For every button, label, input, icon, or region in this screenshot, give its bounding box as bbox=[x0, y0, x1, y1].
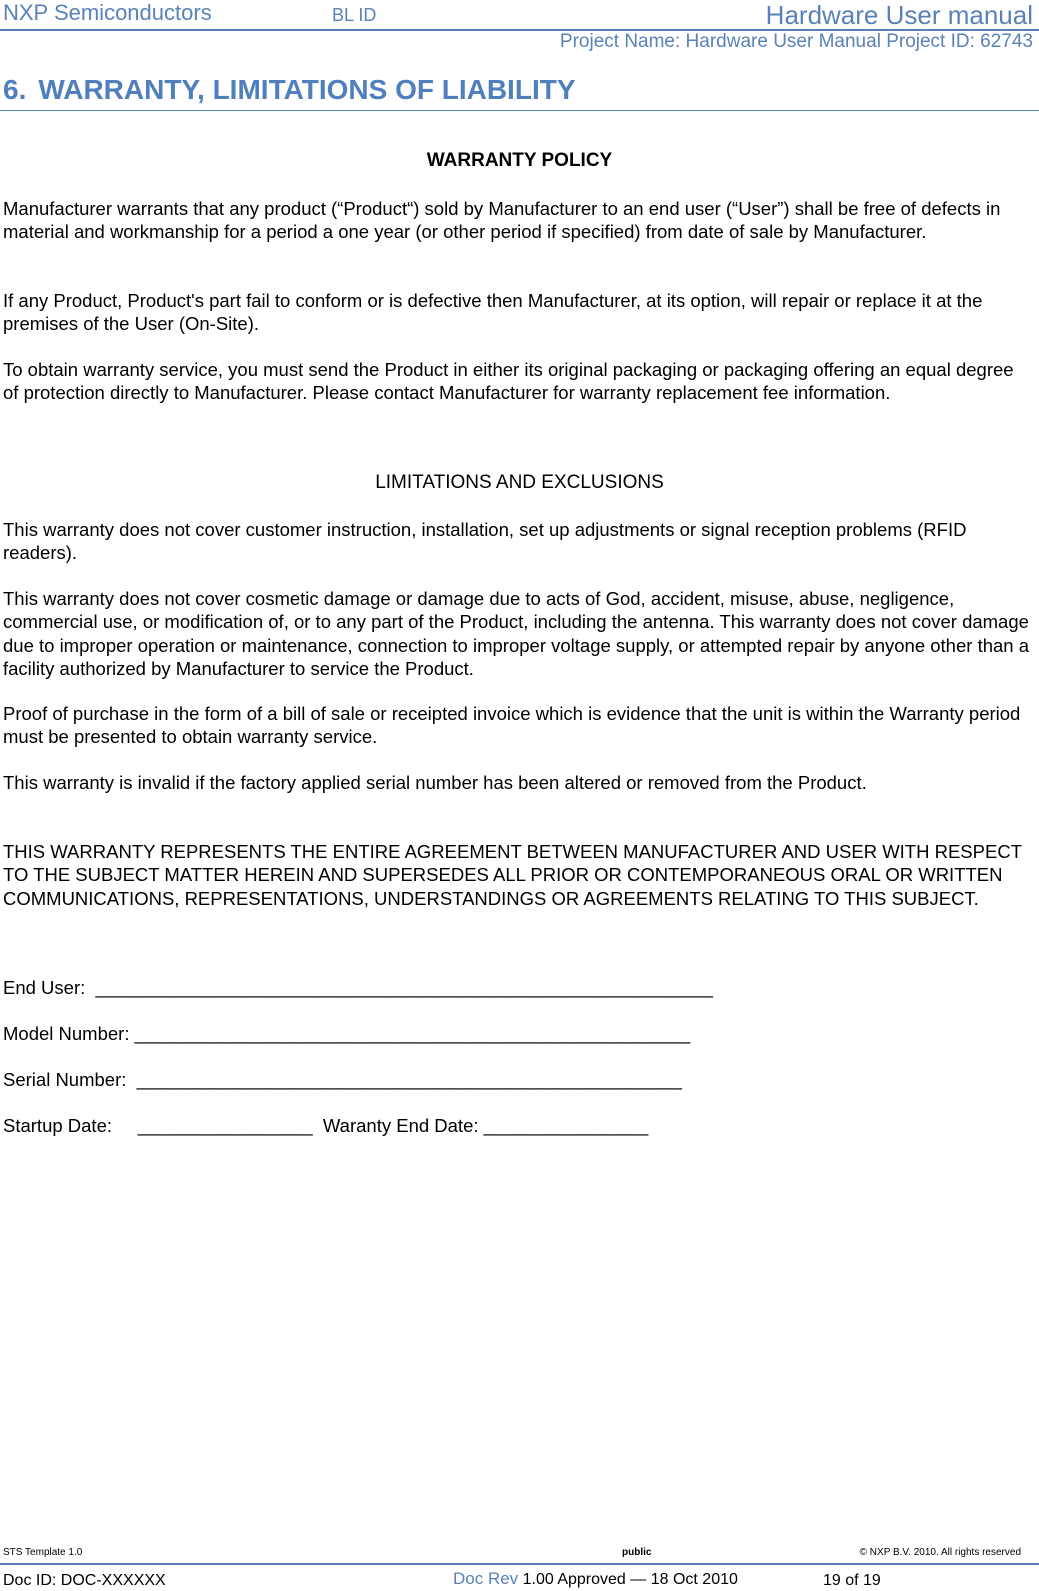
warranty-paragraph-1: Manufacturer warrants that any product (“Product“) sold by Manufacturer to an end user (“User”) shall be free of defects in material and workmanship for a period a one year (or other period if specified) from date of sale by Manufacturer. bbox=[3, 198, 1001, 243]
warranty-paragraph-2: If any Product, Product's part fail to conform or is defective then Manufacturer, at its option, will repair or replace it at the premises of the User (On-Site). bbox=[3, 290, 983, 335]
limitations-paragraph-3: Proof of purchase in the form of a bill of sale or receipted invoice which is evidence that the unit is within the Warranty period must be presented to obtain warranty service. bbox=[3, 703, 1021, 748]
footer-classification: public bbox=[622, 1547, 652, 1558]
header-bl-id: BL ID bbox=[332, 5, 377, 25]
section-title: WARRANTY, LIMITATIONS OF LIABILITY bbox=[38, 74, 576, 105]
footer-revision bbox=[453, 1569, 738, 1589]
footer-rev-label: Doc Rev bbox=[453, 1569, 519, 1588]
footer-doc-id: Doc ID: DOC-XXXXXX bbox=[3, 1572, 166, 1589]
limitations-paragraph-4: This warranty is invalid if the factory applied serial number has been altered or removed from the Product. bbox=[3, 772, 867, 793]
agreement-paragraph: THIS WARRANTY REPRESENTS THE ENTIRE AGREEMENT BETWEEN MANUFACTURER AND USER WITH RESPECT TO THE SUBJECT MATTER HEREIN AND SUPERSEDES ALL PRIOR OR CONTEMPORANEOUS ORAL OR WRITTEN COMMUNICATIONS, REPRESENTATIONS, UNDERSTANDINGS OR AGREEMENTS RELATING TO THIS SUBJECT. bbox=[3, 841, 1022, 909]
limitations-paragraph-2: This warranty does not cover cosmetic damage or damage due to acts of God, accident, misuse, abuse, negligence, commercial use, or modification of, or to any part of the Product, including the antenna. This warranty does not cover damage due to improper operation or maintenance, connection to improper voltage supply, or attempted repair by anyone other than a facility authorized by Manufacturer to service the Product. bbox=[3, 588, 1030, 679]
header-project-line: Project Name: Hardware User Manual Project ID: 62743 bbox=[559, 31, 1033, 52]
limitations-heading: LIMITATIONS AND EXCLUSIONS bbox=[375, 472, 664, 493]
footer-template: STS Template 1.0 bbox=[3, 1547, 83, 1558]
warranty-policy-heading: WARRANTY POLICY bbox=[426, 150, 613, 171]
footer-divider bbox=[0, 1563, 1039, 1565]
section-divider bbox=[0, 110, 1039, 111]
section-heading bbox=[3, 74, 576, 106]
model-number-field: Model Number: ______________________________________________________ bbox=[3, 1023, 691, 1044]
footer-page-number: 19 of 19 bbox=[823, 1572, 881, 1589]
serial-number-field: Serial Number: _____________________________________________________ bbox=[3, 1069, 682, 1090]
warranty-paragraph-3: To obtain warranty service, you must send the Product in either its original packaging or packaging offering an equal degree of protection directly to Manufacturer. Please contact Manufacturer for warranty replacement fee information. bbox=[3, 359, 1014, 404]
footer-copyright: © NXP B.V. 2010. All rights reserved bbox=[859, 1547, 1021, 1558]
header-doc-type: Hardware User manual bbox=[765, 0, 1033, 30]
section-number: 6. bbox=[3, 74, 27, 105]
limitations-paragraph-1: This warranty does not cover customer instruction, installation, set up adjustments or signal reception problems (RFID readers). bbox=[3, 519, 967, 564]
end-user-field: End User: ____________________________________________________________ bbox=[3, 977, 713, 998]
footer-rev-value: 1.00 Approved — 18 Oct 2010 bbox=[518, 1571, 738, 1588]
header-company: NXP Semiconductors bbox=[3, 0, 212, 25]
startup-date-field: Startup Date: _________________ Waranty End Date: ________________ bbox=[3, 1115, 649, 1136]
